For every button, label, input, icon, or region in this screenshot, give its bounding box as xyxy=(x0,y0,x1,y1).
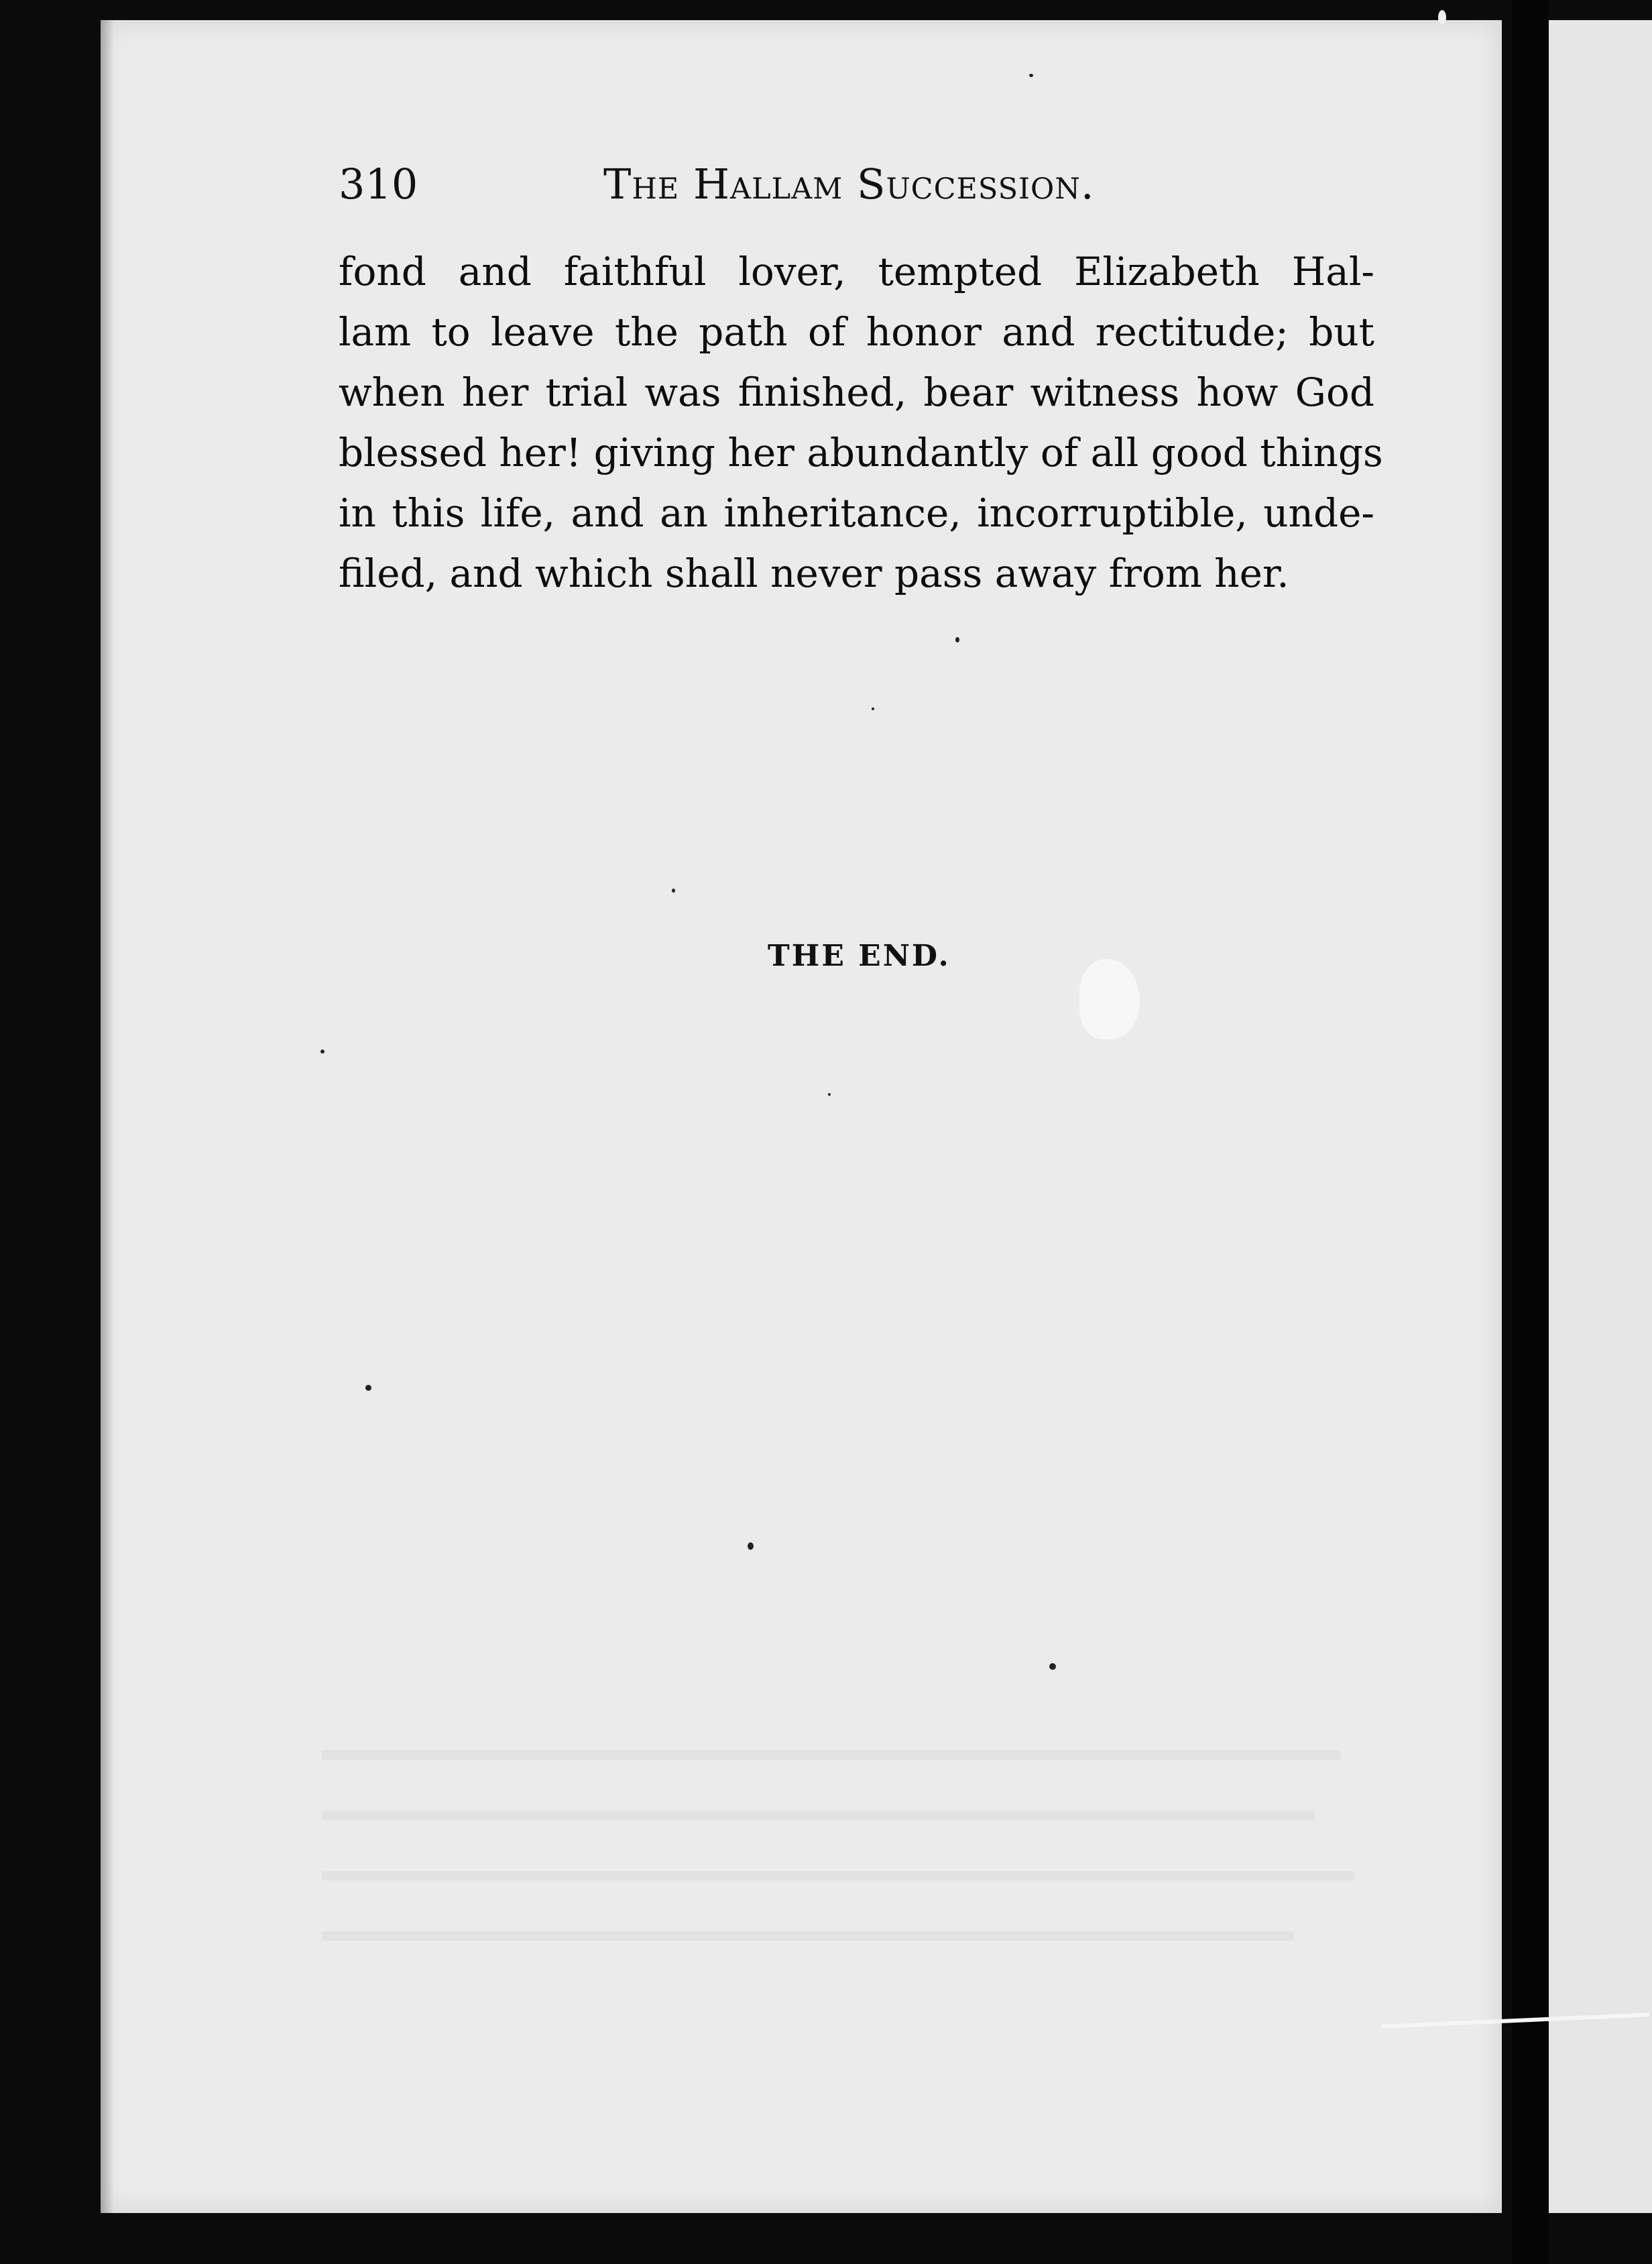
text-line: in this life, and an inheritance, incorruptible, unde- xyxy=(339,490,1374,536)
show-through-text xyxy=(322,1931,1294,1941)
book-gutter xyxy=(1512,0,1549,2264)
ink-speck xyxy=(1029,74,1033,77)
facing-page-edge xyxy=(1549,20,1652,2213)
ink-speck xyxy=(365,1385,371,1391)
page-edge-shadow xyxy=(101,20,114,2213)
page-header xyxy=(339,154,1116,215)
page-number: 310 xyxy=(339,160,418,209)
show-through-text xyxy=(322,1750,1341,1760)
paper-stain xyxy=(1079,959,1140,1039)
text-line: when her trial was finished, bear witness how God xyxy=(339,370,1374,415)
text-line: fond and faithful lover, tempted Elizabeth Hal- xyxy=(339,249,1374,294)
ink-speck xyxy=(955,637,959,642)
show-through-text xyxy=(322,1871,1354,1880)
body-paragraph xyxy=(339,241,1383,604)
ink-speck xyxy=(1438,10,1446,25)
ink-speck xyxy=(872,708,874,710)
ink-speck xyxy=(828,1093,831,1096)
show-through-text xyxy=(322,1811,1314,1820)
ink-speck xyxy=(320,1050,324,1054)
text-line: filed, and which shall never pass away from her. xyxy=(339,551,1289,596)
running-head: The Hallam Succession. xyxy=(603,160,1095,209)
ink-speck xyxy=(1049,1663,1056,1670)
text-line: blessed her! giving her abundantly of all good things xyxy=(339,430,1383,475)
the-end-label: THE END. xyxy=(768,939,951,973)
text-line: lam to leave the path of honor and rectitude; but xyxy=(339,309,1374,355)
ink-speck xyxy=(748,1542,754,1550)
ink-speck xyxy=(672,889,675,893)
